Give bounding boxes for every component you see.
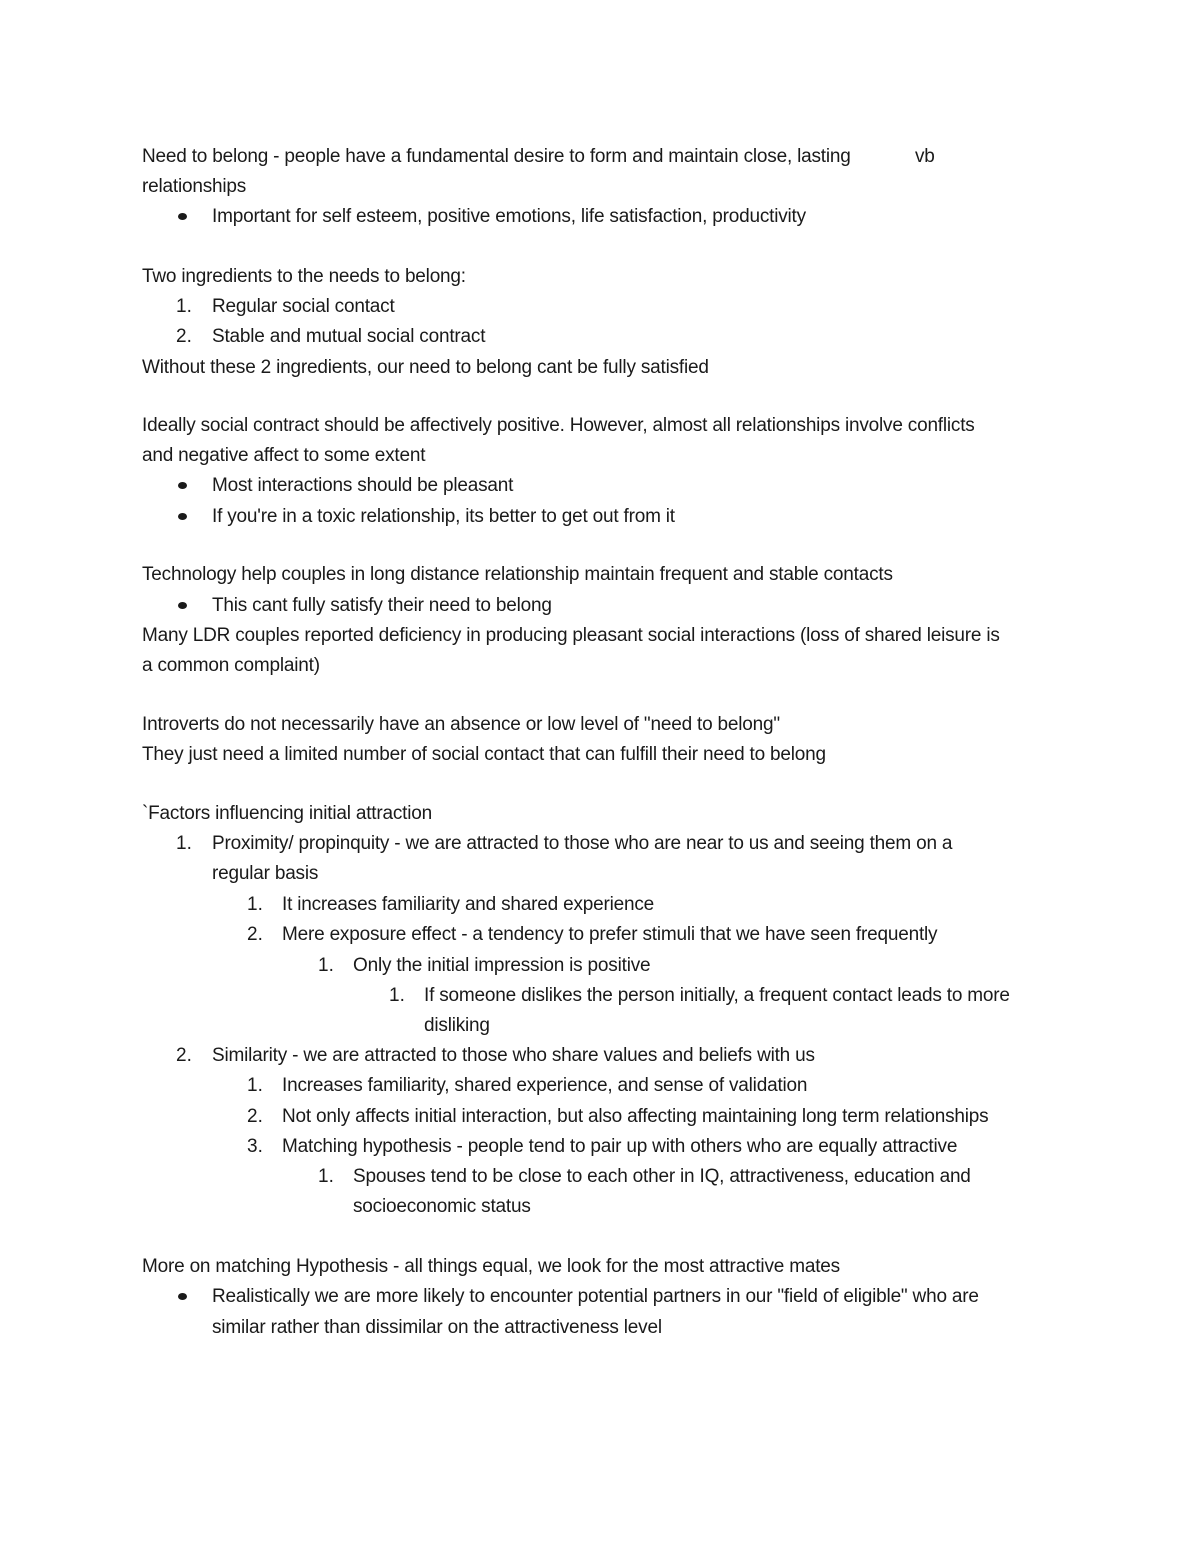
- paragraph-social-contract-line-2: and negative affect to some extent: [142, 445, 426, 466]
- ingredients-heading: Two ingredients to the needs to belong:: [142, 266, 466, 287]
- list-number: 1.: [247, 1075, 263, 1096]
- paragraph-technology-line-3: a common complaint): [142, 655, 320, 676]
- list-item-continuation: disliking: [424, 1015, 490, 1036]
- list-item: It increases familiarity and shared experience: [282, 894, 655, 915]
- bullet-icon: [178, 1293, 187, 1300]
- list-item: Mere exposure effect - a tendency to prefer stimuli that we have seen frequently: [282, 924, 938, 945]
- bullet-item: Most interactions should be pleasant: [212, 475, 514, 496]
- ingredients-conclusion: Without these 2 ingredients, our need to belong cant be fully satisfied: [142, 357, 709, 378]
- list-number: 2.: [247, 924, 263, 945]
- paragraph-need-to-belong-line-2: relationships: [142, 176, 247, 197]
- bullet-icon: [178, 482, 187, 489]
- paragraph-need-to-belong-line-1: Need to belong - people have a fundamental desire to form and maintain close, lasting: [142, 146, 851, 167]
- list-item-continuation: regular basis: [212, 863, 319, 884]
- list-number: 2.: [176, 326, 192, 347]
- list-number: 1.: [176, 296, 192, 317]
- list-item-continuation: socioeconomic status: [353, 1196, 531, 1217]
- list-number: 1.: [389, 985, 405, 1006]
- paragraph-social-contract-line-1: Ideally social contract should be affectively positive. However, almost all relationships involve conflicts: [142, 415, 975, 436]
- bullet-icon: [178, 602, 187, 609]
- paragraph-introverts-line-2: They just need a limited number of social contact that can fulfill their need to belong: [142, 744, 826, 765]
- bullet-item: Realistically we are more likely to encounter potential partners in our "field of eligible" who are: [212, 1286, 979, 1307]
- bullet-icon: [178, 213, 187, 220]
- list-item: Increases familiarity, shared experience, and sense of validation: [282, 1075, 808, 1096]
- list-item: Proximity/ propinquity - we are attracted to those who are near to us and seeing them on a: [212, 833, 953, 854]
- factors-heading: `Factors influencing initial attraction: [142, 803, 433, 824]
- list-item: Not only affects initial interaction, but also affecting maintaining long term relationships: [282, 1106, 989, 1127]
- list-item: Stable and mutual social contract: [212, 326, 486, 347]
- margin-note: vb: [915, 146, 935, 167]
- bullet-item: Important for self esteem, positive emotions, life satisfaction, productivity: [212, 206, 806, 227]
- bullet-item: If you're in a toxic relationship, its better to get out from it: [212, 506, 675, 527]
- list-number: 1.: [176, 833, 192, 854]
- list-number: 1.: [247, 894, 263, 915]
- list-number: 1.: [318, 955, 334, 976]
- bullet-icon: [178, 513, 187, 520]
- list-item: If someone dislikes the person initially, a frequent contact leads to more: [424, 985, 1010, 1006]
- list-item: Only the initial impression is positive: [353, 955, 651, 976]
- paragraph-technology-line-2: Many LDR couples reported deficiency in producing pleasant social interactions (loss of shared leisure is: [142, 625, 1000, 646]
- list-item: Similarity - we are attracted to those who share values and beliefs with us: [212, 1045, 815, 1066]
- paragraph-introverts-line-1: Introverts do not necessarily have an absence or low level of "need to belong": [142, 714, 780, 735]
- paragraph-technology-line-1: Technology help couples in long distance relationship maintain frequent and stable contacts: [142, 564, 893, 585]
- list-item: Regular social contact: [212, 296, 395, 317]
- list-number: 2.: [247, 1106, 263, 1127]
- list-item: Matching hypothesis - people tend to pair up with others who are equally attractive: [282, 1136, 958, 1157]
- list-number: 2.: [176, 1045, 192, 1066]
- list-item: Spouses tend to be close to each other in IQ, attractiveness, education and: [353, 1166, 971, 1187]
- list-number: 3.: [247, 1136, 263, 1157]
- bullet-item-continuation: similar rather than dissimilar on the attractiveness level: [212, 1317, 662, 1338]
- bullet-item: This cant fully satisfy their need to belong: [212, 595, 552, 616]
- paragraph-matching-hypothesis: More on matching Hypothesis - all things equal, we look for the most attractive mates: [142, 1256, 840, 1277]
- list-number: 1.: [318, 1166, 334, 1187]
